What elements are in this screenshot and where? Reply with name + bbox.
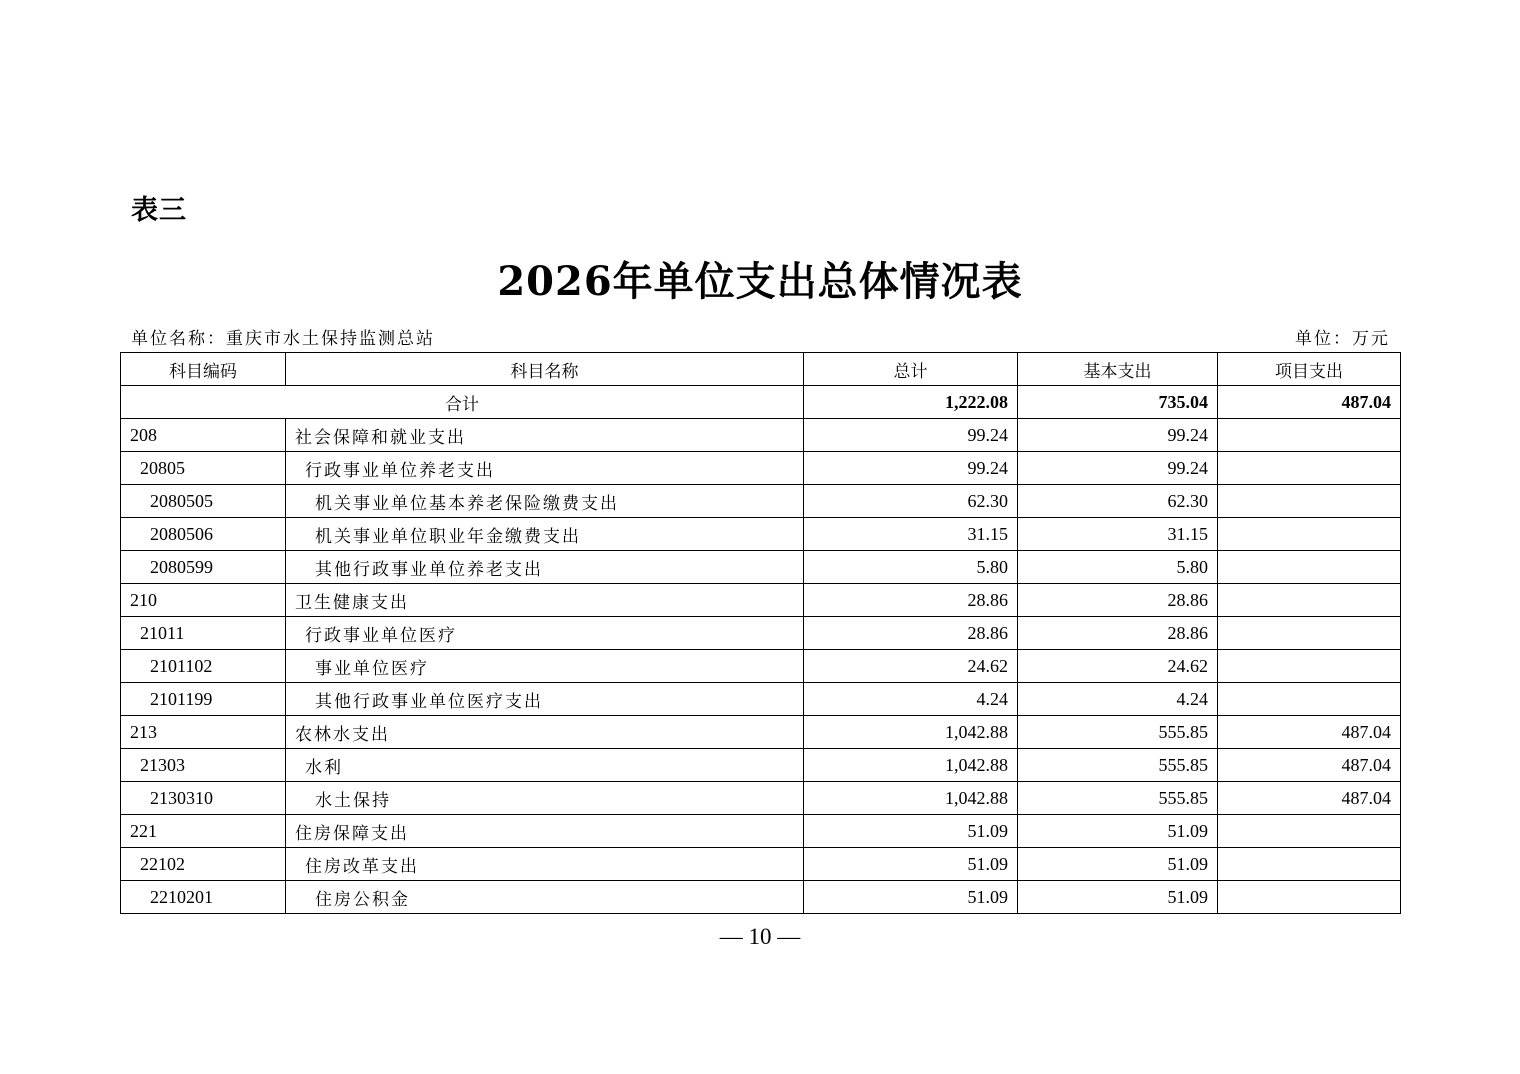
row-project: [1218, 617, 1401, 650]
row-project: [1218, 452, 1401, 485]
row-total: 28.86: [804, 617, 1018, 650]
row-project: 487.04: [1218, 716, 1401, 749]
header-project: 项目支出: [1218, 353, 1401, 386]
header-total: 总计: [804, 353, 1018, 386]
row-name: 其他行政事业单位养老支出: [286, 551, 804, 584]
row-name: 卫生健康支出: [286, 584, 804, 617]
row-name: 其他行政事业单位医疗支出: [286, 683, 804, 716]
table-row: [121, 584, 1401, 617]
table-row: [121, 716, 1401, 749]
row-code: 2101102: [121, 650, 286, 683]
row-total: 51.09: [804, 815, 1018, 848]
row-code: 210: [121, 584, 286, 617]
row-basic: 555.85: [1018, 716, 1218, 749]
row-name: 行政事业单位医疗: [286, 617, 804, 650]
row-code: 2210201: [121, 881, 286, 914]
unit-of-measure: 单位：万元: [1295, 329, 1390, 349]
total-project: 487.04: [1218, 386, 1401, 419]
table-row: [121, 551, 1401, 584]
table-row: [121, 419, 1401, 452]
row-name: 住房保障支出: [286, 815, 804, 848]
row-basic: 62.30: [1018, 485, 1218, 518]
row-project: 487.04: [1218, 782, 1401, 815]
table-row: [121, 485, 1401, 518]
row-total: 99.24: [804, 452, 1018, 485]
row-code: 208: [121, 419, 286, 452]
row-project: [1218, 551, 1401, 584]
row-project: [1218, 485, 1401, 518]
row-code: 2130310: [121, 782, 286, 815]
header-name: 科目名称: [286, 353, 804, 386]
table-label: 表三: [131, 195, 187, 226]
header-row: [121, 353, 1401, 386]
row-basic: 99.24: [1018, 452, 1218, 485]
row-name: 机关事业单位基本养老保险缴费支出: [286, 485, 804, 518]
row-basic: 5.80: [1018, 551, 1218, 584]
row-code: 2080505: [121, 485, 286, 518]
row-name: 社会保障和就业支出: [286, 419, 804, 452]
row-total: 62.30: [804, 485, 1018, 518]
row-code: 2101199: [121, 683, 286, 716]
row-basic: 51.09: [1018, 848, 1218, 881]
total-label: 合计: [121, 386, 804, 419]
row-total: 24.62: [804, 650, 1018, 683]
row-name: 行政事业单位养老支出: [286, 452, 804, 485]
row-basic: 51.09: [1018, 881, 1218, 914]
row-code: 21011: [121, 617, 286, 650]
row-code: 2080506: [121, 518, 286, 551]
row-total: 1,042.88: [804, 749, 1018, 782]
row-basic: 555.85: [1018, 782, 1218, 815]
row-code: 221: [121, 815, 286, 848]
row-basic: 555.85: [1018, 749, 1218, 782]
row-basic: 28.86: [1018, 617, 1218, 650]
row-project: [1218, 881, 1401, 914]
row-total: 5.80: [804, 551, 1018, 584]
row-code: 213: [121, 716, 286, 749]
total-row: [121, 386, 1401, 419]
table-row: [121, 848, 1401, 881]
row-project: [1218, 683, 1401, 716]
total-total: 1,222.08: [804, 386, 1018, 419]
row-name: 机关事业单位职业年金缴费支出: [286, 518, 804, 551]
row-project: [1218, 650, 1401, 683]
table-row: [121, 683, 1401, 716]
table-row: [121, 617, 1401, 650]
table-row: [121, 518, 1401, 551]
row-project: [1218, 848, 1401, 881]
row-basic: 4.24: [1018, 683, 1218, 716]
page-title: 2026年单位支出总体情况表: [497, 258, 1023, 305]
row-basic: 51.09: [1018, 815, 1218, 848]
row-code: 21303: [121, 749, 286, 782]
page-number: — 10 —: [719, 924, 801, 949]
row-name: 水利: [286, 749, 804, 782]
row-code: 2080599: [121, 551, 286, 584]
row-total: 4.24: [804, 683, 1018, 716]
row-basic: 31.15: [1018, 518, 1218, 551]
row-basic: 24.62: [1018, 650, 1218, 683]
row-project: [1218, 419, 1401, 452]
table-row: [121, 782, 1401, 815]
row-name: 住房改革支出: [286, 848, 804, 881]
row-project: 487.04: [1218, 749, 1401, 782]
row-total: 31.15: [804, 518, 1018, 551]
row-basic: 99.24: [1018, 419, 1218, 452]
table-row: [121, 452, 1401, 485]
row-total: 99.24: [804, 419, 1018, 452]
row-code: 22102: [121, 848, 286, 881]
row-total: 51.09: [804, 881, 1018, 914]
table-row: [121, 749, 1401, 782]
row-name: 水土保持: [286, 782, 804, 815]
row-name: 住房公积金: [286, 881, 804, 914]
row-name: 事业单位医疗: [286, 650, 804, 683]
table-row: [121, 881, 1401, 914]
table-row: [121, 650, 1401, 683]
row-total: 28.86: [804, 584, 1018, 617]
unit-name: 单位名称：重庆市水土保持监测总站: [131, 329, 435, 349]
row-project: [1218, 584, 1401, 617]
row-project: [1218, 518, 1401, 551]
row-project: [1218, 815, 1401, 848]
row-total: 1,042.88: [804, 716, 1018, 749]
table-row: [121, 815, 1401, 848]
budget-table: [120, 352, 1401, 914]
row-total: 51.09: [804, 848, 1018, 881]
header-basic: 基本支出: [1018, 353, 1218, 386]
row-name: 农林水支出: [286, 716, 804, 749]
header-code: 科目编码: [121, 353, 286, 386]
row-basic: 28.86: [1018, 584, 1218, 617]
row-code: 20805: [121, 452, 286, 485]
row-total: 1,042.88: [804, 782, 1018, 815]
total-basic: 735.04: [1018, 386, 1218, 419]
